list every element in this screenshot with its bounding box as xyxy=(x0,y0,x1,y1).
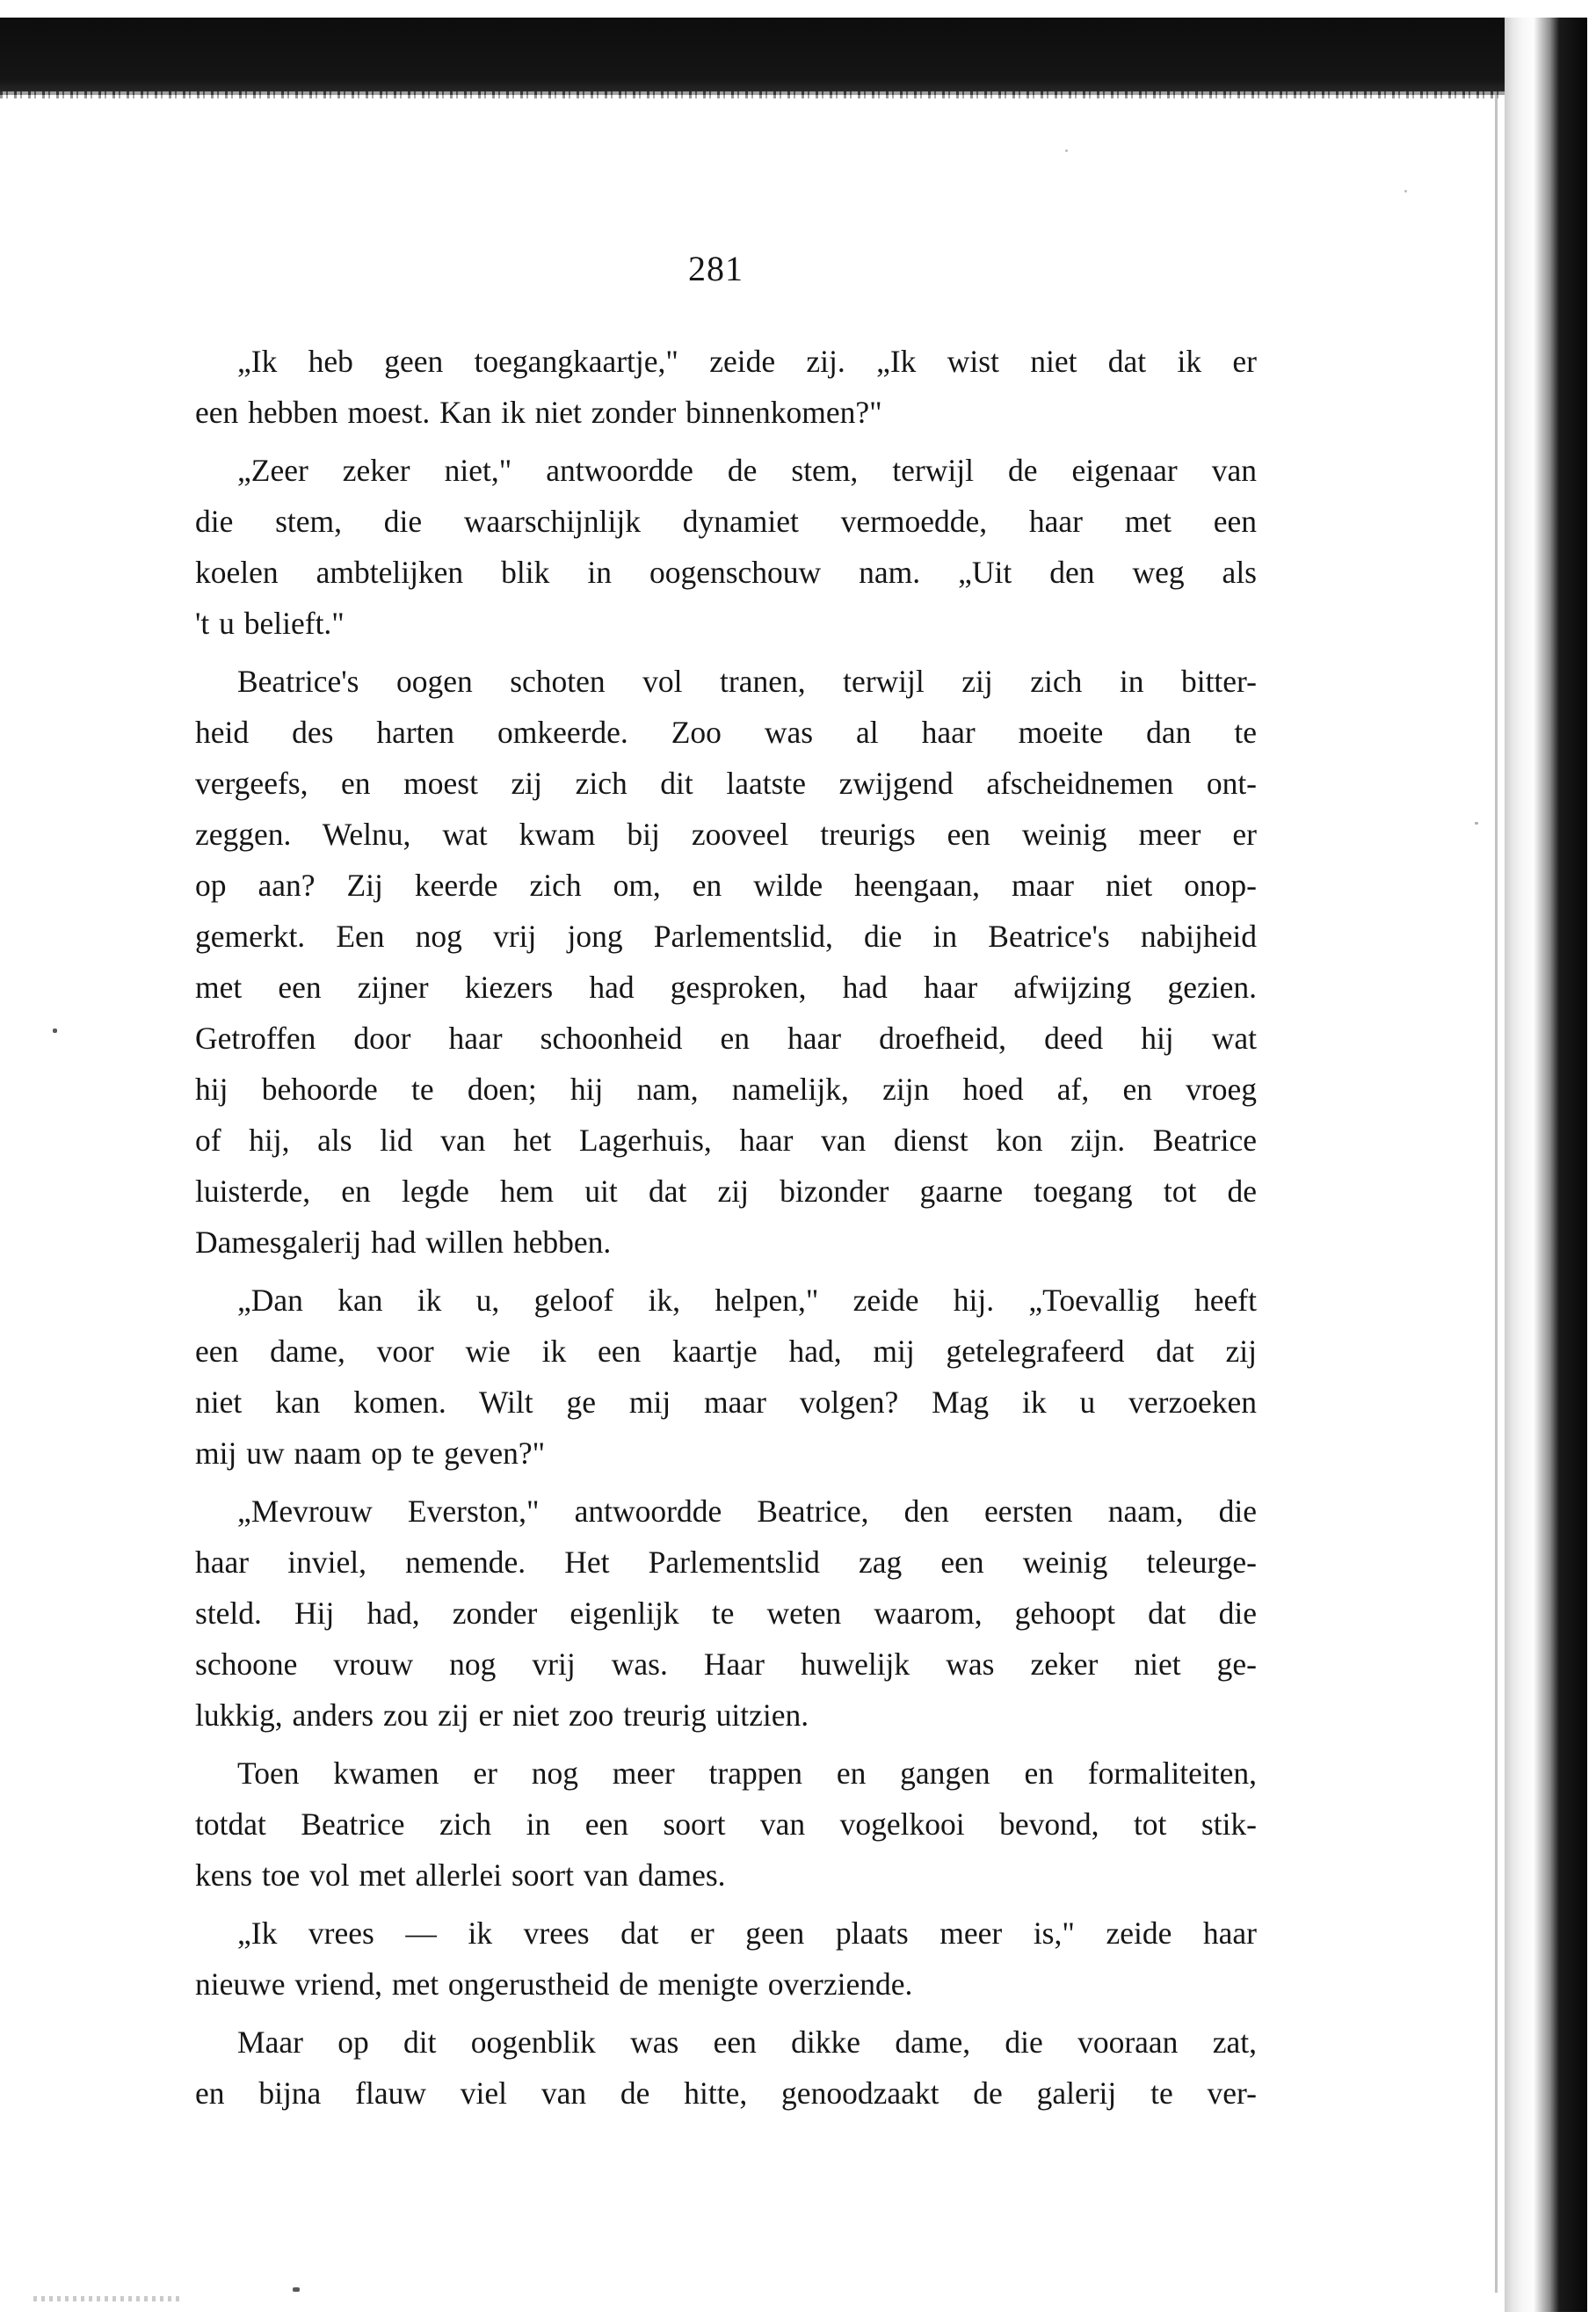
text-line: Damesgalerij had willen hebben. xyxy=(195,1225,612,1260)
text-line: kens toe vol met allerlei soort van dames. xyxy=(195,1857,726,1893)
text-line: een hebben moest. Kan ik niet zonder binnenkomen?" xyxy=(195,395,882,430)
text-line: schoone vrouw nog vrij was. Haar huwelijk was zeker niet ge- xyxy=(195,1647,1257,1682)
text-line: haar inviel, nemende. Het Parlementslid zag een weinig teleurge- xyxy=(195,1545,1257,1580)
text-line: niet kan komen. Wilt ge mij maar volgen? Mag ik u verzoeken xyxy=(195,1385,1257,1420)
text-line: „Ik heb geen toegangkaartje," zeide zij. „Ik wist niet dat ik er xyxy=(237,344,1257,379)
text-line: koelen ambtelijken blik in oogenschouw nam. „Uit den weg als xyxy=(195,555,1257,590)
text-line: „Dan kan ik u, geloof ik, helpen," zeide hij. „Toevallig heeft xyxy=(237,1283,1257,1318)
text-line: steld. Hij had, zonder eigenlijk te weten waarom, gehoopt dat die xyxy=(195,1596,1257,1631)
text-line: en bijna flauw viel van de hitte, genoodzaakt de galerij te ver- xyxy=(195,2075,1257,2111)
text-line: vergeefs, en moest zij zich dit laatste zwijgend afscheidnemen ont- xyxy=(195,766,1257,801)
text-line: op aan? Zij keerde zich om, en wilde heengaan, maar niet onop- xyxy=(195,868,1257,903)
page-number: 281 xyxy=(688,249,744,288)
text-line: lukkig, anders zou zij er niet zoo treurig uitzien. xyxy=(195,1697,809,1733)
scan-right-border xyxy=(1505,18,1587,2312)
scan-right-rule xyxy=(1495,95,1498,2293)
text-line: mij uw naam op te geven?" xyxy=(195,1436,546,1471)
scan-speck xyxy=(1404,190,1407,193)
body-text xyxy=(195,336,1257,2119)
text-line: een dame, voor wie ik een kaartje had, mij getelegrafeerd dat zij xyxy=(195,1334,1257,1369)
text-line: zeggen. Welnu, wat kwam bij zooveel treurigs een weinig meer er xyxy=(195,817,1257,852)
text-line: Beatrice's oogen schoten vol tranen, terwijl zij zich in bitter- xyxy=(237,664,1257,699)
text-line: met een zijner kiezers had gesproken, had haar afwijzing gezien. xyxy=(195,970,1257,1005)
scan-speck xyxy=(53,1029,57,1033)
scan-speck xyxy=(1065,149,1068,152)
text-line: totdat Beatrice zich in een soort van vogelkooi bevond, tot stik- xyxy=(195,1806,1257,1842)
text-line: of hij, als lid van het Lagerhuis, haar van dienst kon zijn. Beatrice xyxy=(195,1123,1257,1158)
text-line: luisterde, en legde hem uit dat zij bizonder gaarne toegang tot de xyxy=(195,1174,1257,1209)
text-line: Maar op dit oogenblik was een dikke dame, die vooraan zat, xyxy=(237,2025,1257,2060)
scan-speck xyxy=(293,2287,300,2292)
text-line: nieuwe vriend, met ongerustheid de menigte overziende. xyxy=(195,1966,913,2002)
text-line: „Ik vrees — ik vrees dat er geen plaats meer is," zeide haar xyxy=(237,1916,1257,1951)
text-line: hij behoorde te doen; hij nam, namelijk, zijn hoed af, en vroeg xyxy=(195,1072,1257,1107)
text-line: die stem, die waarschijnlijk dynamiet vermoedde, haar met een xyxy=(195,504,1257,539)
text-line: heid des harten omkeerde. Zoo was al haar moeite dan te xyxy=(195,715,1257,750)
scan-speck xyxy=(1475,822,1478,825)
text-line: Toen kwamen er nog meer trappen en gangen en formaliteiten, xyxy=(237,1756,1257,1791)
text-line: „Zeer zeker niet," antwoordde de stem, terwijl de eigenaar van xyxy=(237,453,1257,488)
text-line: Getroffen door haar schoonheid en haar droefheid, deed hij wat xyxy=(195,1021,1257,1056)
text-line: 't u belieft." xyxy=(195,606,345,641)
scan-top-border-edge xyxy=(0,91,1586,98)
scan-bottom-smudge xyxy=(33,2296,183,2301)
scan-top-border xyxy=(0,18,1586,95)
text-line: gemerkt. Een nog vrij jong Parlementslid, die in Beatrice's nabijheid xyxy=(195,919,1257,954)
text-line: „Mevrouw Everston," antwoordde Beatrice, den eersten naam, die xyxy=(237,1494,1257,1529)
